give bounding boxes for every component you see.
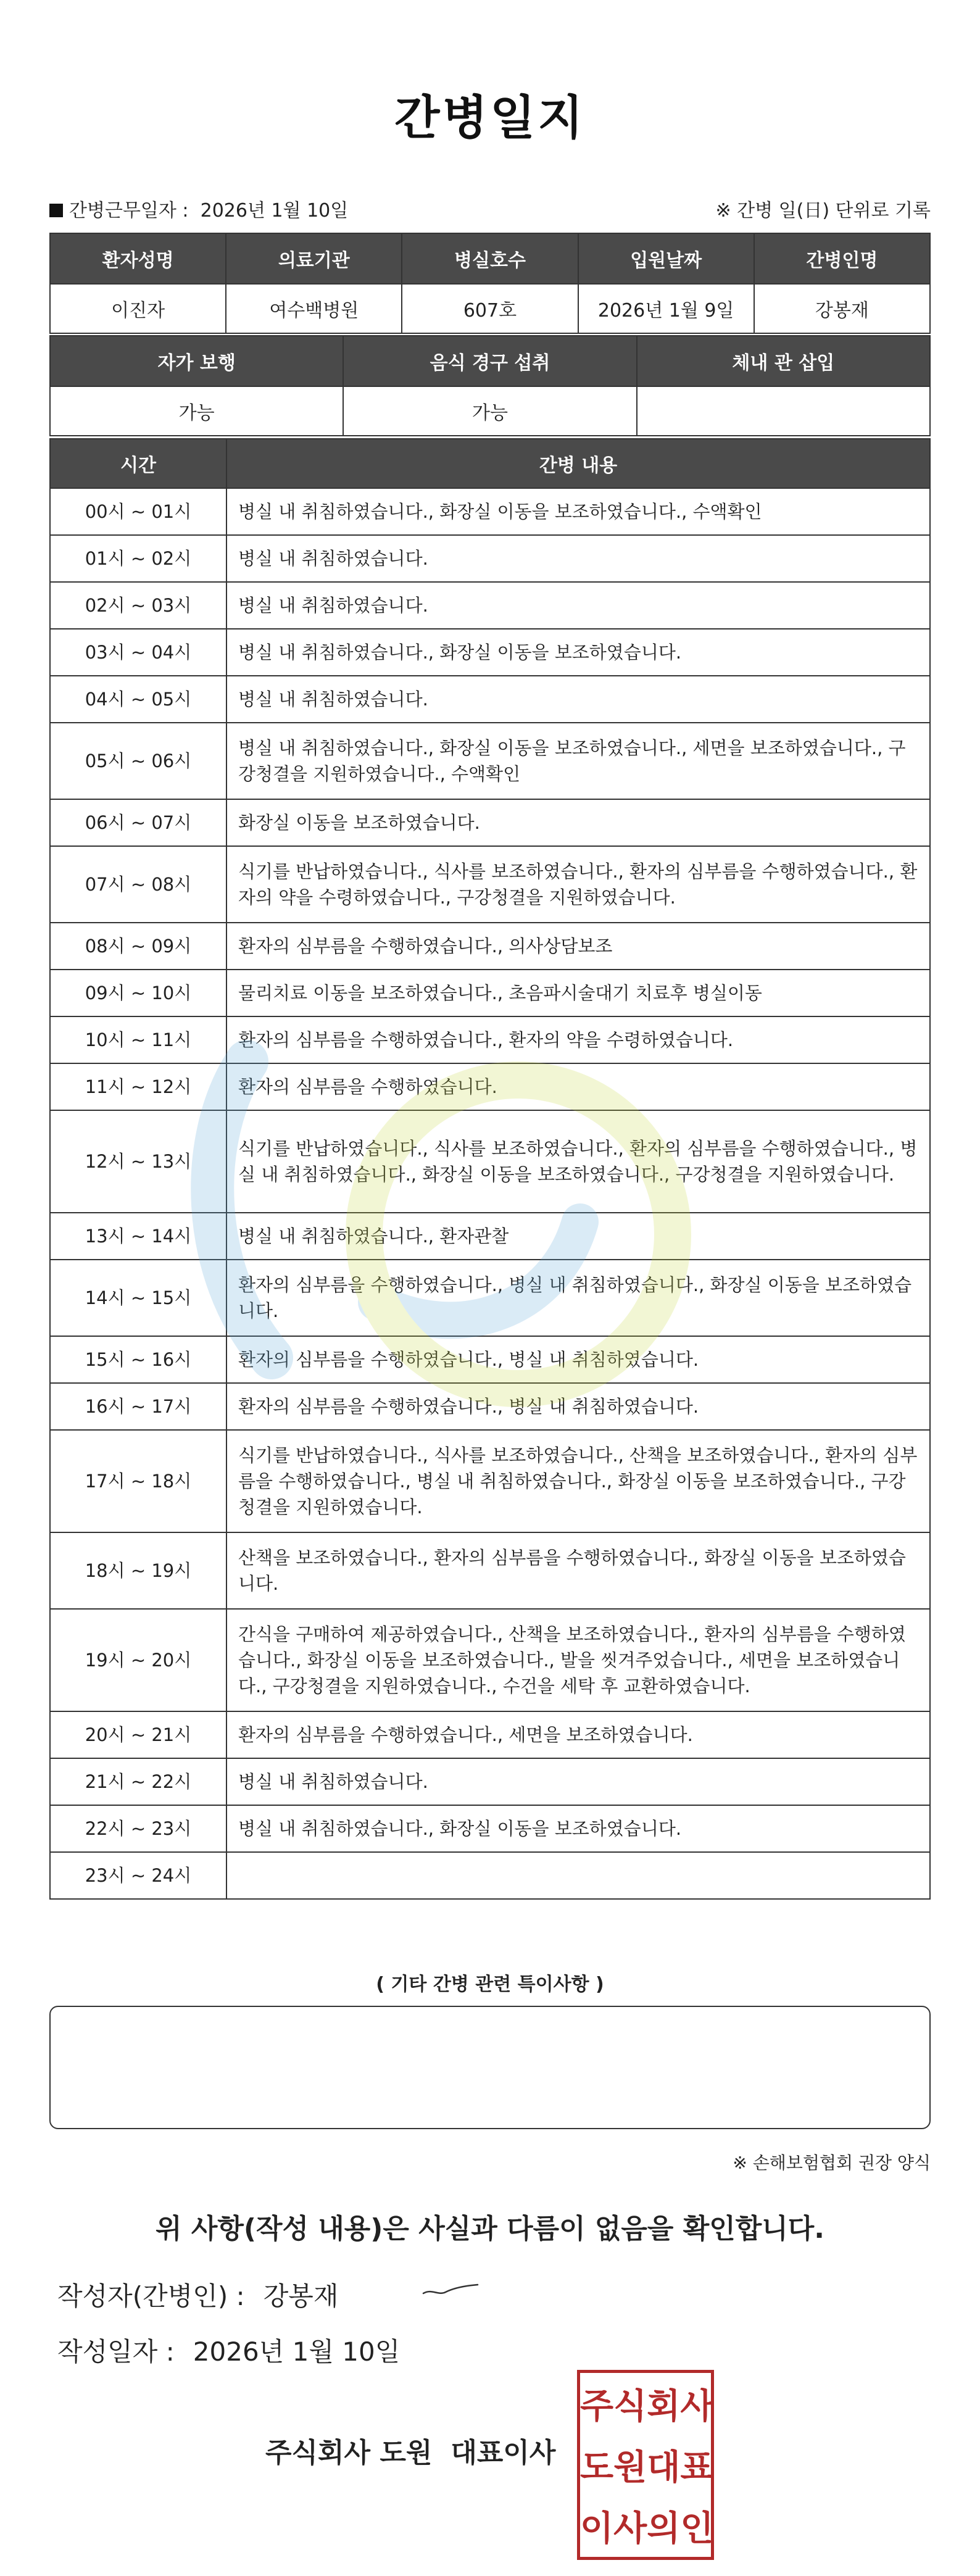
care-log-row	[50, 1430, 930, 1532]
header-patient-name: 환자성명	[50, 233, 226, 284]
seal-character: 주	[580, 2386, 614, 2427]
seal-character: 이	[580, 2509, 614, 2549]
care-log-content: 식기를 반납하였습니다., 식사를 보조하였습니다., 산책을 보조하였습니다., 환자의 심부름을 수행하였습니다., 병실 내 취침하였습니다., 화장실 이동을 보조하였습니다., 구강청결을 지원하였습니다.	[226, 1430, 930, 1532]
header-hospital: 의료기관	[226, 233, 402, 284]
square-bullet-icon	[49, 204, 63, 217]
care-log-content: 병실 내 취침하였습니다.	[226, 535, 930, 582]
care-log-time: 15시 ~ 16시	[50, 1336, 226, 1383]
care-log-time: 16시 ~ 17시	[50, 1383, 226, 1430]
care-log-row	[50, 1711, 930, 1758]
care-log-time: 21시 ~ 22시	[50, 1758, 226, 1805]
care-log-table	[49, 438, 931, 1900]
care-log-content	[226, 1852, 930, 1899]
record-note: ※ 간병 일(日) 단위로 기록	[715, 200, 931, 222]
care-log-row	[50, 535, 930, 582]
seal-character: 사	[680, 2386, 714, 2427]
care-log-time: 05시 ~ 06시	[50, 723, 226, 799]
care-log-row	[50, 799, 930, 846]
header-room-number: 병실호수	[402, 233, 578, 284]
seal-character: 회	[647, 2386, 681, 2427]
care-log-content: 환자의 심부름을 수행하였습니다., 세면을 보조하였습니다.	[226, 1711, 930, 1758]
care-log-body	[50, 488, 930, 1899]
care-log-content: 환자의 심부름을 수행하였습니다., 환자의 약을 수령하였습니다.	[226, 1016, 930, 1063]
admission-date: 2026년 1월 9일	[578, 284, 754, 333]
confirmation-statement: 위 사항(작성 내용)은 사실과 다름이 없음을 확인합니다.	[156, 2213, 824, 2245]
care-log-time: 03시 ~ 04시	[50, 629, 226, 676]
seal-character: 식	[613, 2386, 647, 2427]
header-admission-date: 입원날짜	[578, 233, 754, 284]
page-title: 간병일지	[394, 90, 586, 145]
care-log-content: 병실 내 취침하였습니다.	[226, 676, 930, 723]
header-oral-intake: 음식 경구 섭취	[343, 336, 636, 386]
care-log-row	[50, 1852, 930, 1899]
work-date-line	[49, 195, 348, 222]
patient-info-header-row	[50, 233, 930, 284]
care-log-time: 10시 ~ 11시	[50, 1016, 226, 1063]
header-self-walking: 자가 보행	[50, 336, 343, 386]
care-log-row	[50, 676, 930, 723]
company-seal-icon	[577, 2370, 714, 2560]
care-log-row	[50, 923, 930, 970]
writer-line	[57, 2276, 338, 2313]
care-log-row	[50, 1758, 930, 1805]
care-log-time: 18시 ~ 19시	[50, 1532, 226, 1609]
care-log-row	[50, 629, 930, 676]
work-date-label: 간병근무일자 :	[69, 200, 189, 222]
care-log-content: 물리치료 이동을 보조하였습니다., 초음파시술대기 치료후 병실이동	[226, 970, 930, 1016]
company-name: 주식회사 도원	[265, 2437, 433, 2469]
assessment-header-row	[50, 336, 930, 386]
care-log-content: 화장실 이동을 보조하였습니다.	[226, 799, 930, 846]
care-log-row	[50, 723, 930, 799]
representative-title: 대표이사	[451, 2437, 556, 2469]
writer-name: 강봉재	[263, 2281, 339, 2311]
care-log-content: 산책을 보조하였습니다., 환자의 심부름을 수행하였습니다., 화장실 이동을 보조하였습니다.	[226, 1532, 930, 1609]
care-log-content: 병실 내 취침하였습니다.	[226, 582, 930, 629]
care-log-row	[50, 488, 930, 535]
care-log-time: 06시 ~ 07시	[50, 799, 226, 846]
signature-icon	[420, 2277, 481, 2302]
header-time: 시간	[50, 439, 226, 488]
self-walking-value: 가능	[50, 386, 343, 436]
care-log-content: 병실 내 취침하였습니다.	[226, 1758, 930, 1805]
care-log-time: 13시 ~ 14시	[50, 1213, 226, 1260]
care-log-time: 14시 ~ 15시	[50, 1260, 226, 1336]
care-log-content: 환자의 심부름을 수행하였습니다., 병실 내 취침하였습니다.	[226, 1336, 930, 1383]
care-log-time: 12시 ~ 13시	[50, 1110, 226, 1213]
room-number: 607호	[402, 284, 578, 333]
form-note: ※ 손해보험협회 권장 양식	[733, 2153, 931, 2173]
care-log-row	[50, 1016, 930, 1063]
company-line	[265, 2430, 555, 2470]
care-log-content: 환자의 심부름을 수행하였습니다.	[226, 1063, 930, 1110]
header-caregiver-name: 간병인명	[754, 233, 930, 284]
hospital-name: 여수백병원	[226, 284, 402, 333]
care-log-row	[50, 846, 930, 923]
care-log-content: 병실 내 취침하였습니다., 환자관찰	[226, 1213, 930, 1260]
tube-insertion-value	[637, 386, 930, 436]
oral-intake-value: 가능	[343, 386, 636, 436]
care-log-row	[50, 970, 930, 1016]
assessment-value-row	[50, 386, 930, 436]
patient-assessment-table	[49, 335, 931, 436]
care-log-header-row	[50, 439, 930, 488]
care-log-row	[50, 582, 930, 629]
care-log-time: 02시 ~ 03시	[50, 582, 226, 629]
care-log-time: 09시 ~ 10시	[50, 970, 226, 1016]
care-log-row	[50, 1532, 930, 1609]
care-log-content: 환자의 심부름을 수행하였습니다., 의사상담보조	[226, 923, 930, 970]
care-log-time: 07시 ~ 08시	[50, 846, 226, 923]
care-log-time: 01시 ~ 02시	[50, 535, 226, 582]
care-log-time: 17시 ~ 18시	[50, 1430, 226, 1532]
work-date-value: 2026년 1월 10일	[200, 200, 349, 222]
care-log-time: 08시 ~ 09시	[50, 923, 226, 970]
remarks-box	[49, 2006, 931, 2129]
care-log-time: 04시 ~ 05시	[50, 676, 226, 723]
written-date-label: 작성일자 :	[57, 2337, 175, 2367]
care-log-content: 병실 내 취침하였습니다., 화장실 이동을 보조하였습니다.	[226, 1805, 930, 1852]
seal-character: 의	[647, 2509, 681, 2549]
care-log-row	[50, 1110, 930, 1213]
patient-name: 이진자	[50, 284, 226, 333]
remarks-title: ( 기타 간병 관련 특이사항 )	[376, 1974, 604, 1995]
patient-info-value-row	[50, 284, 930, 333]
care-log-row	[50, 1336, 930, 1383]
care-log-content: 환자의 심부름을 수행하였습니다., 병실 내 취침하였습니다.	[226, 1383, 930, 1430]
care-log-content: 식기를 반납하였습니다., 식사를 보조하였습니다., 환자의 심부름을 수행하였습니다., 병실 내 취침하였습니다., 화장실 이동을 보조하였습니다., 구강청결을 지원하였습니다.	[226, 1110, 930, 1213]
header-tube-insertion: 체내 관 삽입	[637, 336, 930, 386]
caregiver-name: 강봉재	[754, 284, 930, 333]
care-log-row	[50, 1063, 930, 1110]
care-log-content: 환자의 심부름을 수행하였습니다., 병실 내 취침하였습니다., 화장실 이동을 보조하였습니다.	[226, 1260, 930, 1336]
care-log-content: 간식을 구매하여 제공하였습니다., 산책을 보조하였습니다., 환자의 심부름을 수행하였습니다., 화장실 이동을 보조하였습니다., 발을 씻겨주었습니다., 세면을 보조하였습니다., 구강청결을 지원하였습니다., 수건을 세탁 후 교환하였습니다.	[226, 1609, 930, 1711]
care-log-time: 20시 ~ 21시	[50, 1711, 226, 1758]
writer-label: 작성자(간병인) :	[57, 2281, 245, 2311]
patient-info-table	[49, 233, 931, 334]
seal-character: 도	[580, 2447, 614, 2488]
seal-character: 인	[680, 2509, 714, 2549]
care-log-time: 22시 ~ 23시	[50, 1805, 226, 1852]
care-log-row	[50, 1260, 930, 1336]
care-log-row	[50, 1609, 930, 1711]
written-date-value: 2026년 1월 10일	[193, 2337, 401, 2367]
care-log-content: 병실 내 취침하였습니다., 화장실 이동을 보조하였습니다.	[226, 629, 930, 676]
care-log-time: 11시 ~ 12시	[50, 1063, 226, 1110]
care-log-time: 00시 ~ 01시	[50, 488, 226, 535]
seal-character: 사	[613, 2509, 647, 2549]
seal-character: 대	[647, 2447, 681, 2488]
care-log-time: 23시 ~ 24시	[50, 1852, 226, 1899]
seal-character: 원	[613, 2447, 647, 2488]
seal-character: 표	[680, 2447, 714, 2488]
care-log-time: 19시 ~ 20시	[50, 1609, 226, 1711]
written-date-line	[57, 2332, 400, 2369]
care-log-content: 병실 내 취침하였습니다., 화장실 이동을 보조하였습니다., 세면을 보조하였습니다., 구강청결을 지원하였습니다., 수액확인	[226, 723, 930, 799]
care-log-row	[50, 1383, 930, 1430]
header-care-content: 간병 내용	[226, 439, 930, 488]
care-log-row	[50, 1213, 930, 1260]
care-log-content: 병실 내 취침하였습니다., 화장실 이동을 보조하였습니다., 수액확인	[226, 488, 930, 535]
care-log-content: 식기를 반납하였습니다., 식사를 보조하였습니다., 환자의 심부름을 수행하였습니다., 환자의 약을 수령하였습니다., 구강청결을 지원하였습니다.	[226, 846, 930, 923]
care-log-row	[50, 1805, 930, 1852]
